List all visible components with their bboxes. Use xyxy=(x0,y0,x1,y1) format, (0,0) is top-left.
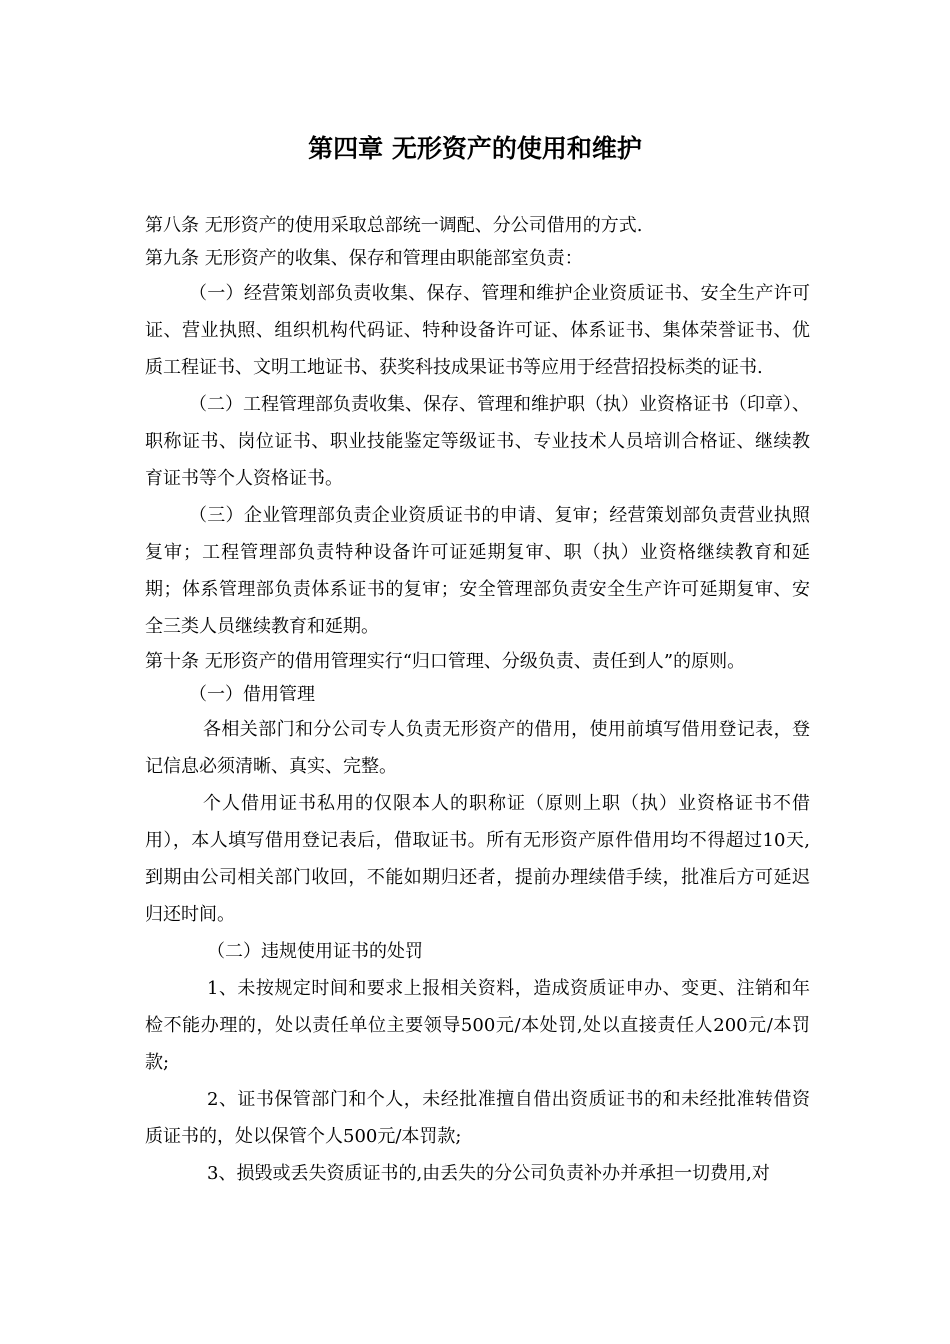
document-body xyxy=(145,209,810,1192)
article-10-item-1-para-1: 各相关部门和分公司专人负责无形资产的借用，使用前填写借用登记表，登记信息必须清晰、真实、完整。 xyxy=(145,719,810,777)
article-9: 第九条 无形资产的收集、保存和管理由职能部室负责： xyxy=(145,248,583,269)
penalty-clause-2: 2、证书保管部门和个人，未经批准擅自借出资质证书的和未经批准转借资质证书的，处以保管个人500元/本罚款; xyxy=(145,1089,810,1147)
article-9-item-3: （三）企业管理部负责企业资质证书的申请、复审；经营策划部负责营业执照复审；工程管理部负责特种设备许可证延期复审、职（执）业资格继续教育和延期；体系管理部负责体系证书的复审；安全管理部负责安全生产许可延期复审、安全三类人员继续教育和延期。 xyxy=(145,505,810,637)
article-10-item-2-heading: （二）违规使用证书的处罚 xyxy=(207,941,423,962)
article-10-item-1-para-2: 个人借用证书私用的仅限本人的职称证（原则上职（执）业资格证书不借用），本人填写借用登记表后，借取证书。所有无形资产原件借用均不得超过10天,到期由公司相关部门收回，不能如期归还者，提前办理续借手续，批准后方可延迟归还时间。 xyxy=(145,793,810,925)
article-9-item-2: （二）工程管理部负责收集、保存、管理和维护职（执）业资格证书（印章）、职称证书、岗位证书、职业技能鉴定等级证书、专业技术人员培训合格证、继续教育证书等个人资格证书。 xyxy=(145,394,810,489)
penalty-clause-3: 3、损毁或丢失资质证书的,由丢失的分公司负责补办并承担一切费用,对 xyxy=(207,1163,770,1184)
article-8: 第八条 无形资产的使用采取总部统一调配、分公司借用的方式. xyxy=(145,215,643,236)
chapter-title: 第四章 无形资产的使用和维护 xyxy=(308,134,642,163)
article-10: 第十条 无形资产的借用管理实行“归口管理、分级负责、责任到人”的原则。 xyxy=(145,651,746,672)
article-9-item-1: （一）经营策划部负责收集、保存、管理和维护企业资质证书、安全生产许可证、营业执照、组织机构代码证、特种设备许可证、体系证书、集体荣誉证书、优质工程证书、文明工地证书、获奖科技成果证书等应用于经营招投标类的证书. xyxy=(145,283,810,378)
article-10-item-1-heading: （一）借用管理 xyxy=(189,684,315,705)
penalty-clause-1: 1、未按规定时间和要求上报相关资料，造成资质证申办、变更、注销和年检不能办理的，处以责任单位主要领导500元/本处罚,处以直接责任人200元/本罚款; xyxy=(145,978,810,1073)
